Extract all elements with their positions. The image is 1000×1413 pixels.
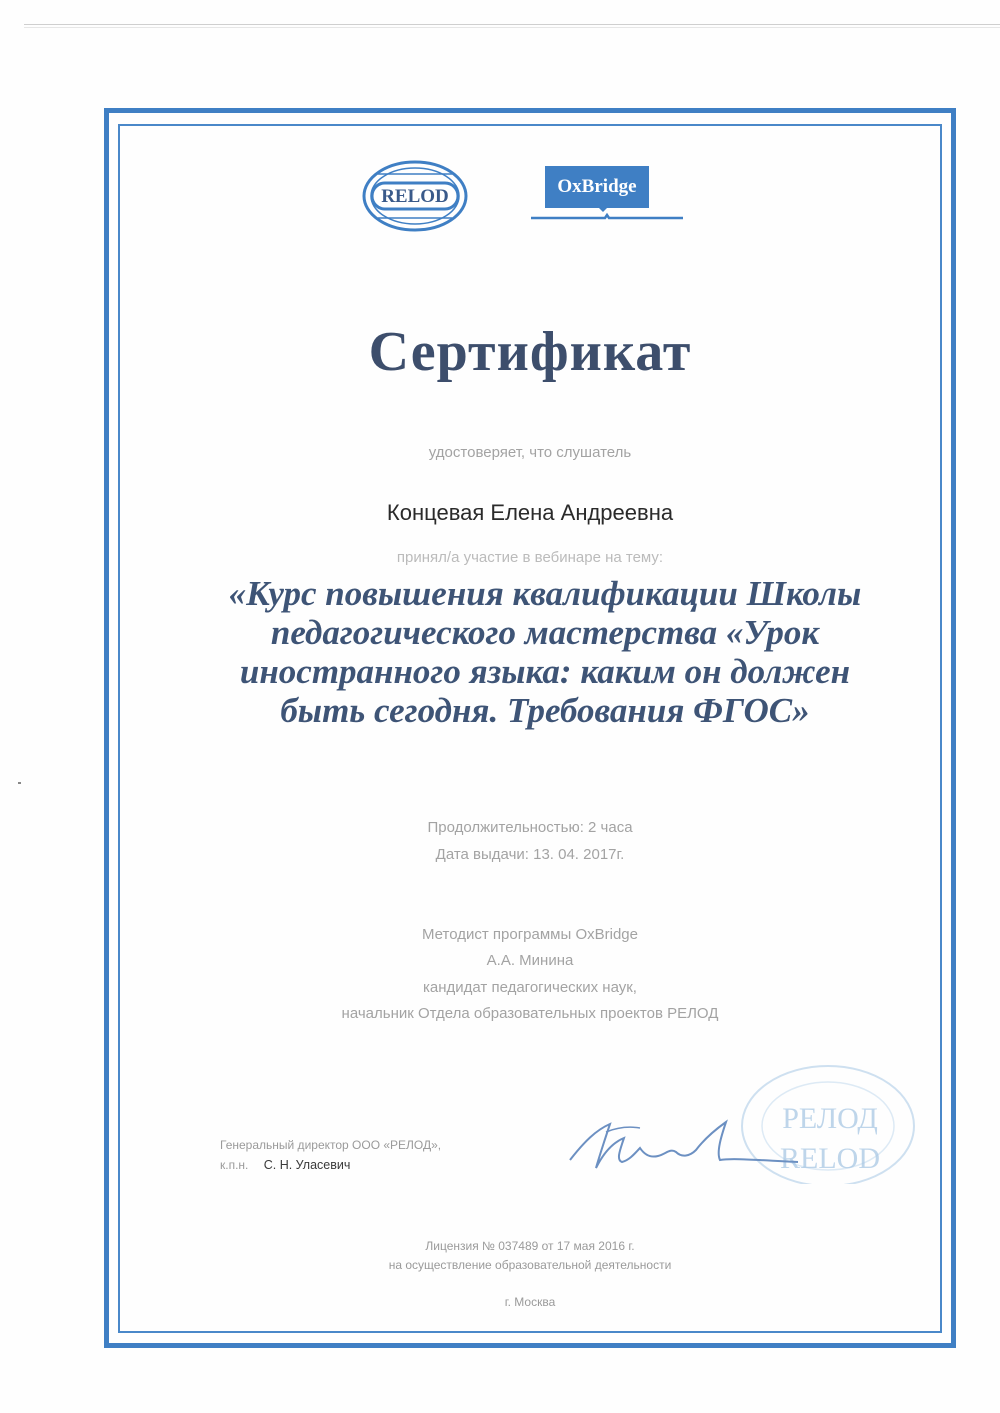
certificate-title: Сертификат: [368, 321, 692, 383]
relod-logo-text: RELOD: [381, 186, 449, 207]
director-degree: к.п.н.: [220, 1158, 249, 1172]
methodist-title: Методист программы OxBridge: [422, 926, 638, 943]
issue-date: Дата выдачи: 13. 04. 2017г.: [435, 846, 625, 863]
license-number: Лицензия № 037489 от 17 мая 2016 г.: [425, 1239, 635, 1253]
director-signature: [566, 1112, 802, 1182]
director-name: С. Н. Уласевич: [263, 1158, 351, 1172]
methodist-name: А.А. Минина: [486, 952, 574, 969]
relod-logo: [362, 160, 468, 232]
stamp-text-en: RELOD: [780, 1142, 880, 1175]
recipient-name: Концевая Елена Андреевна: [386, 500, 674, 525]
methodist-degree: кандидат педагогических наук,: [423, 979, 637, 996]
oxbridge-logo-text: OxBridge: [557, 176, 637, 197]
stamp-text-ru: РЕЛОД: [782, 1102, 878, 1135]
methodist-position: начальник Отдела образовательных проектов РЕЛОД: [341, 1005, 719, 1022]
scan-edge-line-2: [24, 27, 1000, 28]
license-purpose: на осуществление образовательной деятельности: [388, 1258, 672, 1272]
scan-speck: [18, 782, 21, 784]
director-title: Генеральный директор ООО «РЕЛОД»,: [220, 1138, 442, 1152]
scan-edge-line: [24, 24, 1000, 25]
city: г. Москва: [504, 1295, 556, 1309]
participated-line: принял/а участие в вебинаре на тему:: [396, 549, 664, 566]
oxbridge-logo: [527, 160, 687, 224]
certifies-line: удостоверяет, что слушатель: [428, 444, 632, 461]
director-line: [220, 1158, 350, 1172]
duration: Продолжительностью: 2 часа: [427, 819, 633, 836]
webinar-topic: «Курс повышения квалификации Школы педагогического мастерства «Урок иностранного языка: каким он должен быть сегодня. Требования ФГОС»: [228, 574, 862, 730]
